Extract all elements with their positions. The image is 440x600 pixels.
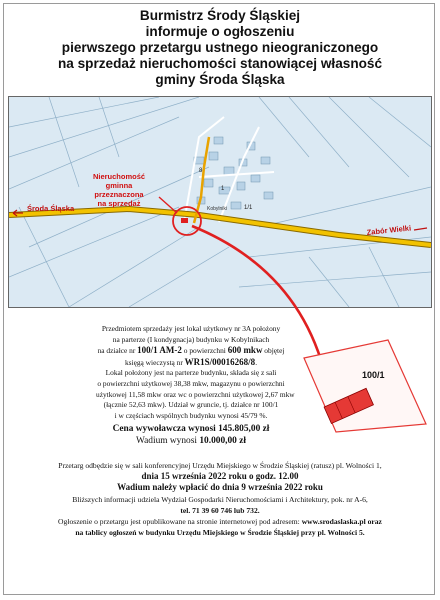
plot-detail-map — [296, 336, 432, 438]
deposit: Wadium wynosi 10.000,00 zł — [136, 436, 246, 446]
starting-price: Cena wywoławcza wynosi 145.805,00 zł — [112, 424, 270, 434]
header-line-4: na sprzedaż nieruchomości stanowiącej własność — [57, 56, 383, 71]
plot-number-8: 8 — [199, 168, 203, 174]
header-line-2: informuje o ogłoszeniu — [145, 24, 295, 39]
desc-line-4: księgą wieczystą nr WR1S/00016268/8. — [124, 356, 258, 367]
label-zabor-wielki: Zabór Wielki — [366, 223, 412, 237]
publication-info: Ogłoszenie o przetargu jest opublikowane na stronie internetowej pod adresem: www.srodaslaska.pl oraz — [58, 517, 382, 527]
desc-line-8: (łącznie 52,63 mkw). Udział w gruncie, tj. działce nr 100/1 — [103, 400, 279, 410]
plot-boundary — [304, 340, 426, 432]
contact-info: Bliższych informacji udziela Wydział Gospodarki Nieruchomościami i Architektury, pok. nr A-6, — [72, 494, 368, 504]
callout-line-2: gminna — [105, 181, 133, 190]
label-sroda-slaska: Środa Śląska — [27, 204, 75, 213]
header-line-5: gminy Środa Śląska — [155, 72, 285, 87]
label-village: Kobylniki — [207, 206, 228, 212]
plot-number-1-1: 1/1 — [244, 205, 253, 211]
auction-location: Przetarg odbędzie się w sali konferencyjnej Urzędu Miejskiego w Środzie Śląskiej (ratusz) pl. Wolności 1, — [58, 461, 382, 470]
header-line-3: pierwszego przetargu ustnego nieograniczonego — [61, 40, 379, 55]
contact-phone: tel. 71 39 60 746 lub 732. — [180, 505, 260, 515]
auction-details — [10, 460, 430, 538]
property-description — [96, 324, 295, 421]
desc-line-1: Przedmiotem sprzedaży jest lokal użytkowy nr 3A położony — [101, 324, 281, 333]
callout-line-3: przeznaczona — [94, 190, 144, 199]
plot-number-1: 1 — [221, 186, 225, 192]
desc-line-5: Lokal położony jest na parterze budynku, składa się z sali — [105, 368, 277, 378]
desc-line-9: i w częściach wspólnych budynku wynosi 45/79 %. — [114, 410, 268, 420]
header-line-1: Burmistrz Środy Śląskiej — [139, 8, 301, 23]
callout-line-4: na sprzedaż — [97, 199, 141, 208]
price-block — [96, 423, 286, 447]
desc-line-7: użytkowej 11,58 mkw oraz wc o powierzchni użytkowej 2,67 mkw — [96, 389, 295, 399]
plot-label: 100/1 — [362, 370, 385, 380]
desc-line-3: na działce nr 100/1 AM-2 o powierzchni 600 mkw objętej — [97, 345, 285, 356]
notice-board-info: na tablicy ogłoszeń w budynku Urzędu Miejskiego w Środzie Śląskiej przy pl. Wolności 5. — [75, 528, 365, 538]
desc-line-6: o powierzchni użytkowej 38,38 mkw, magazynu o powierzchni — [97, 378, 285, 388]
callout-line-1: Nieruchomość — [92, 172, 146, 181]
deposit-deadline: Wadium należy wpłacić do dnia 9 września 2022 roku — [117, 482, 323, 493]
desc-line-2: na parterze (I kondygnacja) budynku w Kobylnikach — [112, 334, 270, 344]
auction-date: dnia 15 września 2022 roku o godz. 12.00 — [141, 471, 299, 482]
